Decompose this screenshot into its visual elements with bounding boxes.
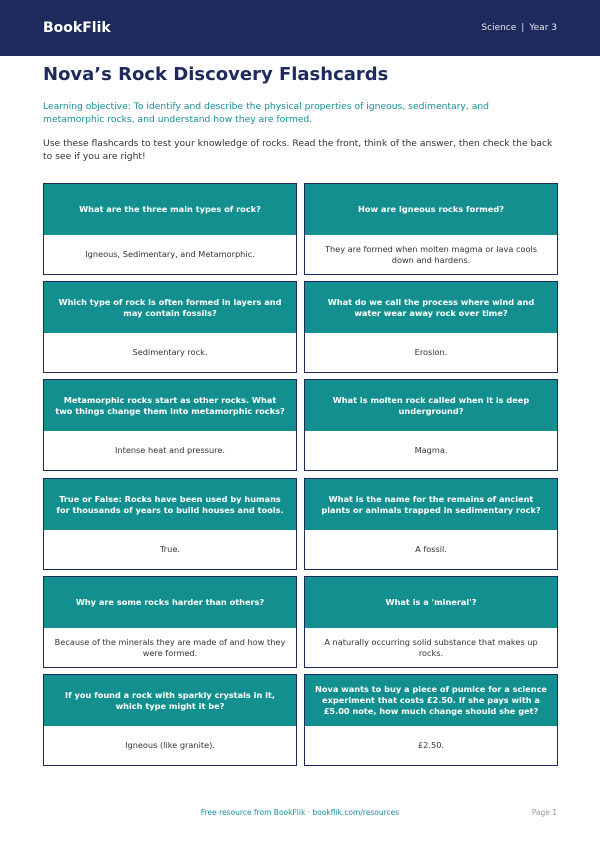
year-label: Year 3 [529,23,557,33]
flashcard [304,576,558,668]
flashcard [43,674,297,766]
flashcard [304,379,558,471]
flashcard-answer: They are formed when molten magma or lava cools down and hardens. [324,243,538,265]
flashcard-question: If you found a rock with sparkly crystals in it, which type might it be? [44,675,296,726]
flashcard-question: What is molten rock called when it is deep underground? [305,380,557,431]
footer-resource-link[interactable]: Free resource from BookFlik · bookflik.com/resources [200,808,400,817]
flashcard [304,281,558,373]
flashcard-answer: Erosion. [414,347,448,357]
flashcard-question: Why are some rocks harder than others? [44,577,296,628]
flashcard-answer: A naturally occurring solid substance that makes up rocks. [324,636,538,658]
flashcard [43,478,297,570]
flashcard-question: How are Igneous rocks formed? [305,184,557,235]
flashcard-question: Which type of rock is often formed in layers and may contain fossils? [44,282,296,333]
flashcard [304,674,558,766]
flashcard-answer: Magma. [414,445,448,455]
flashcard-question: What is the name for the remains of ancient plants or animals trapped in sedimentary rock? [305,479,557,530]
subject-year [481,23,557,33]
flashcard-question: Nova wants to buy a piece of pumice for a science experiment that costs £2.50. If she pays with a £5.00 note, how much change should she get? [305,675,557,726]
separator: | [521,23,525,33]
flashcard-answer: £2.50. [417,740,445,750]
subject-label: Science [481,23,517,33]
flashcard-answer: True. [160,544,180,554]
flashcard-question: Metamorphic rocks start as other rocks. What two things change them into metamorphic rocks? [44,380,296,431]
flashcard [304,478,558,570]
flashcard [304,183,558,275]
flashcard [43,379,297,471]
flashcard-answer: Igneous (like granite). [125,740,215,750]
flashcard-question: True or False: Rocks have been used by humans for thousands of years to build houses and tools. [44,479,296,530]
flashcard-answer: A fossil. [415,544,447,554]
page-title: Nova’s Rock Discovery Flashcards [43,64,389,85]
flashcard-answer: Intense heat and pressure. [115,445,225,455]
flashcard-question: What do we call the process where wind and water wear away rock over time? [305,282,557,333]
flashcard-answer: Because of the minerals they are made of and how they were formed. [54,636,286,658]
flashcard-question: What are the three main types of rock? [44,184,296,235]
flashcard [43,183,297,275]
intro-text: Use these flashcards to test your knowledge of rocks. Read the front, think of the answer, then check the back to see if you are right! [43,138,553,162]
brand-logo[interactable]: BookFlik [43,20,111,36]
flashcard-answer: Igneous, Sedimentary, and Metamorphic. [85,249,255,259]
header-bar [0,0,600,56]
flashcard [43,281,297,373]
page-number: Page 1 [531,808,557,817]
learning-objective: Learning objective: To identify and describe the physical properties of igneous, sedimentary, and metamorphic rocks, and understand how they are formed. [43,101,489,125]
flashcard-answer: Sedimentary rock. [132,347,208,357]
flashcard-question: What is a 'mineral'? [305,577,557,628]
flashcard [43,576,297,668]
